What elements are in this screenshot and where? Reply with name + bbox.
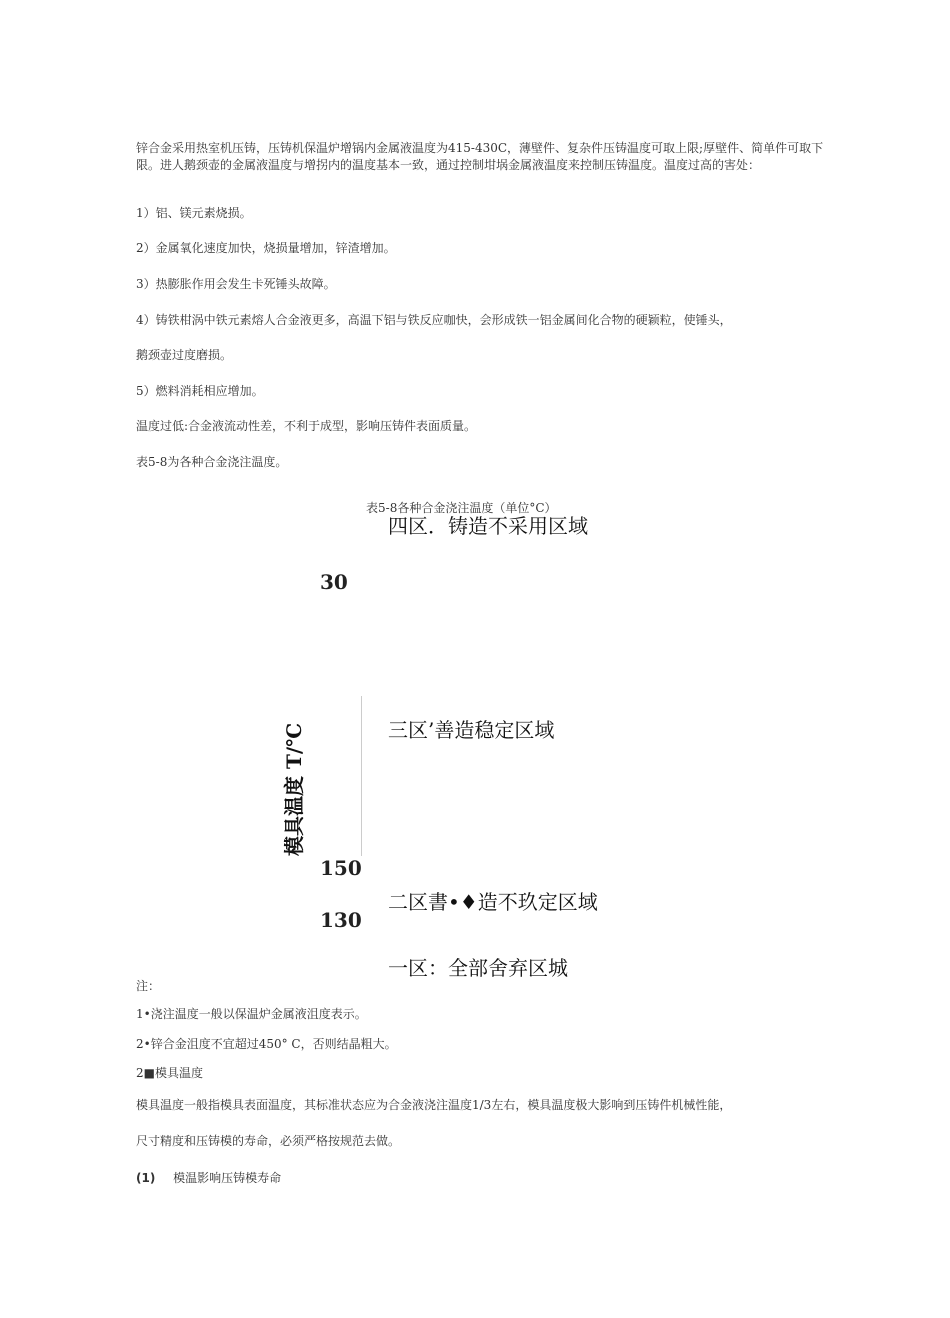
table-reference: 表5-8为各种合金浇注温度。 (136, 455, 288, 469)
subsection-number: (1) (136, 1171, 156, 1185)
subsection-title: 模温影响压铸模寿命 (173, 1171, 282, 1185)
list-item: 鹅颈壶过度磨损。 (136, 348, 233, 362)
section-heading: 2■模具温度 (136, 1066, 203, 1080)
tick-label-130: 130 (320, 908, 362, 932)
note-1: 1•浇注温度一般以保温炉金属液沮度表示。 (136, 1007, 367, 1021)
tick-label-150: 150 (320, 856, 362, 880)
tick-label-30: 30 (320, 570, 348, 594)
table-caption: 表5-8各种合金浇注温度（单位°C） (366, 501, 557, 515)
mold-temperature-figure (270, 500, 670, 980)
mold-paragraph-line-1: 模具温度一般指模具表面温度，其标准状态应为合金液浇注温度1/3左右，模具温度极大影响到压铸件机械性能， (136, 1098, 732, 1112)
intro-paragraph: 锌合金采用热室机压铸，压铸机保温炉增锅内金属液温度为415-430C，薄壁件、复杂件压铸温度可取上限;厚壁件、简单件可取下限。进人鹅颈壶的金属液温度与增拐内的温度基本一致，通过控制坩埚金属液温度来控制压铸温度。温度过高的害处： (136, 141, 824, 172)
zone-1-label: 一区：全部舍弃区城 (388, 956, 568, 980)
list-item: 4）铸铁柑涡中铁元素熔人合金液更多，高温下铝与铁反应咖快，会形成铁一铝金属间化合物的硬颖粒，使锤头， (136, 313, 732, 327)
list-item: 2）金属氧化速度加快，烧损量增加，锌渣增加。 (136, 241, 396, 255)
y-axis-label: 模具温度 T/℃ (282, 722, 306, 856)
notes-label: 注： (136, 979, 161, 993)
mold-paragraph-line-2: 尺寸精度和压铸模的寿命，必须严格按规范去做。 (136, 1134, 401, 1148)
zone-3-label: 三区’善造稳定区域 (388, 718, 555, 742)
y-axis-line (361, 696, 362, 856)
subsection-heading (136, 1170, 281, 1187)
note-2: 2•锌合金沮度不宜超过450° C，否则结晶粗大。 (136, 1037, 397, 1051)
zone-4-label: 四区．铸造不采用区域 (388, 514, 588, 538)
list-item: 3）热膨胀作用会发生卡死锤头故障。 (136, 277, 336, 291)
low-temp-paragraph: 温度过低:合金液流动性差，不利于成型，影响压铸件表面质量。 (136, 419, 477, 433)
list-item: 5）燃料消耗相应增加。 (136, 384, 264, 398)
list-item: 1）铝、镁元素烧损。 (136, 206, 252, 220)
zone-2-label: 二区書•♦造不玖定区域 (388, 890, 598, 914)
